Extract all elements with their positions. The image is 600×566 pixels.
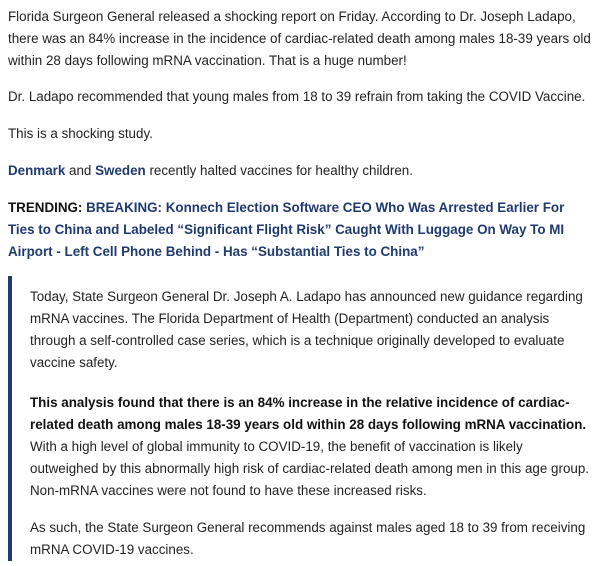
trending-label: TRENDING: bbox=[8, 200, 83, 215]
quote-paragraph-3: As such, the State Surgeon General recommends against males aged 18 to 39 from receiving mRNA COVID-19 vaccines. bbox=[30, 520, 586, 557]
quote-paragraph-1: Today, State Surgeon General Dr. Joseph A. Ladapo has announced new guidance regarding mRNA vaccines. The Florida Department of Health (Department) conducted an analysis through a self-controlled case series, which is a technique originally developed to evaluate vaccine safety. bbox=[30, 289, 583, 370]
paragraph-shocking: This is a shocking study. bbox=[8, 126, 153, 141]
paragraph-countries bbox=[8, 160, 592, 182]
sweden-link[interactable]: Sweden bbox=[95, 163, 146, 178]
and-text: and bbox=[65, 163, 96, 178]
denmark-link[interactable]: Denmark bbox=[8, 163, 66, 178]
paragraph-recommendation: Dr. Ladapo recommended that young males from 18 to 39 refrain from taking the COVID Vaccine. bbox=[8, 89, 586, 104]
quote-finding-bold: This analysis found that there is an 84% increase in the relative incidence of cardiac-related death among males 18-39 years old within 28 days following mRNA vaccination. bbox=[30, 395, 587, 432]
trending-block bbox=[8, 197, 592, 263]
quote-finding-rest: With a high level of global immunity to COVID-19, the benefit of vaccination is likely outweighed by this abnormally high risk of cardiac-related death among men in this age group. Non-mRNA vaccines were not found to have these increased risks. bbox=[30, 439, 590, 498]
paragraph-intro: Florida Surgeon General released a shocking report on Friday. According to Dr. Joseph Ladapo, there was an 84% increase in the incidence of cardiac-related death among males 18-39 years old within 28 days following mRNA vaccination. That is a huge number! bbox=[8, 9, 591, 68]
quoted-press-release bbox=[8, 276, 592, 561]
quote-paragraph-2 bbox=[30, 392, 592, 502]
countries-rest-text: recently halted vaccines for healthy children. bbox=[145, 163, 413, 178]
trending-headline-link[interactable]: BREAKING: Konnech Election Software CEO Who Was Arrested Earlier For Ties to China and Labeled “Significant Flight Risk” Caught With Luggage On Way To MI Airport - Left Cell Phone Behind - Has “Substantial Ties to China” bbox=[8, 200, 565, 259]
